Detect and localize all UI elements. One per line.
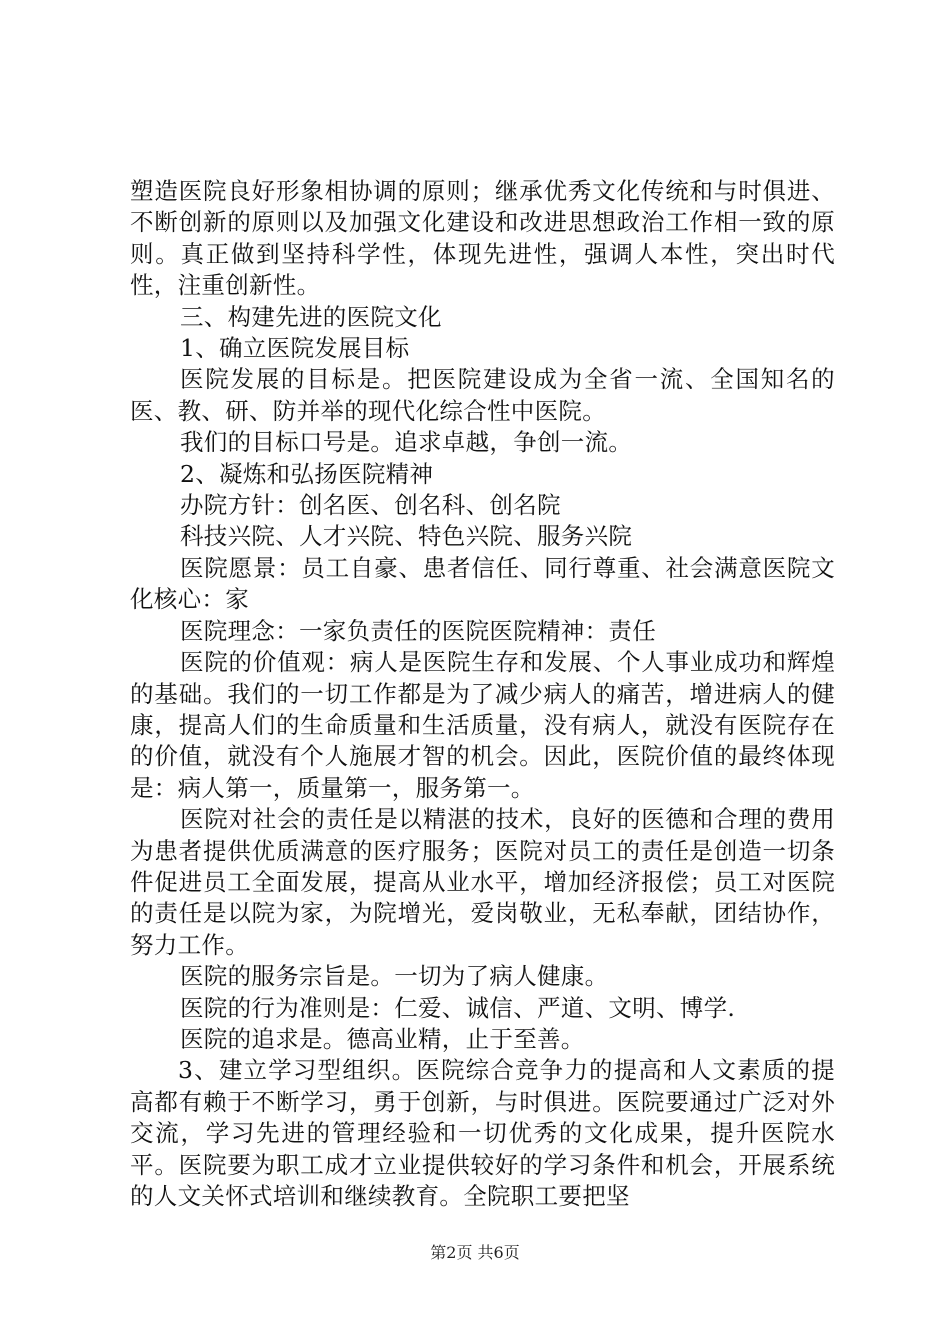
paragraph-philosophy: 医院理念：一家负责任的医院医院精神：责任 <box>180 616 656 645</box>
paragraph-vision: 医院愿景：员工自豪、患者信任、同行尊重、社会满意医院文化核心：家 <box>130 553 835 614</box>
paragraph-code-of-conduct: 医院的行为准则是：仁爱、诚信、严道、文明、博学. <box>180 993 736 1022</box>
paragraph-values: 医院的价值观：病人是医院生存和发展、个人事业成功和辉煌的基础。我们的一切工作都是为了减少病人的痛苦，增进病人的健康，提高人们的生命质量和生活质量，没有病人，就没有医院存在的价值，就没有个人施展才智的机会。因此，医院价值的最终体现是：病人第一，质量第一，服务第一。 <box>130 648 835 802</box>
paragraph-strategy: 科技兴院、人才兴院、特色兴院、服务兴院 <box>180 522 633 551</box>
section-heading-3: 三、构建先进的医院文化 <box>180 302 442 331</box>
paragraph-policy: 办院方针：创名医、创名科、创名院 <box>180 491 561 520</box>
page-footer <box>0 1243 950 1263</box>
paragraph-continuation: 塑造医院良好形象相协调的原则；继承优秀文化传统和与时俱进、不断创新的原则以及加强文化建设和改进思想政治工作相一致的原则。真正做到坚持科学性，体现先进性，强调人本性，突出时代性，注重创新性。 <box>130 177 835 300</box>
paragraph-learning-organization: 3、建立学习型组织。医院综合竞争力的提高和人文素质的提高都有赖于不断学习，勇于创新，与时俱进。医院要通过广泛对外交流，学习先进的管理经验和一切优秀的文化成果，提升医院水平。医院要为职工成才立业提供较好的学习条件和机会，开展系统的人文关怀式培训和继续教育。全院职工要把坚 <box>130 1056 835 1210</box>
subheading-1: 1、确立医院发展目标 <box>180 334 410 363</box>
paragraph-service-tenet: 医院的服务宗旨是。一切为了病人健康。 <box>180 962 609 991</box>
paragraph-pursuit: 医院的追求是。德高业精，止于至善。 <box>180 1024 585 1053</box>
paragraph-goal: 医院发展的目标是。把医院建设成为全省一流、全国知名的医、教、研、防并举的现代化综合性中医院。 <box>130 365 835 425</box>
paragraph-responsibility: 医院对社会的责任是以精湛的技术，良好的医德和合理的费用为患者提供优质满意的医疗服务；医院对员工的责任是创造一切条件促进员工全面发展，提高从业水平，增加经济报偿；员工对医院的责任是以院为家，为院增光，爱岗敬业，无私奉献，团结协作，努力工作。 <box>130 805 835 959</box>
document-body <box>130 176 835 1212</box>
subheading-2: 2、凝炼和弘扬医院精神 <box>180 459 434 488</box>
paragraph-slogan: 我们的目标口号是。追求卓越，争创一流。 <box>180 428 633 457</box>
page-number-label: 第2页 共6页 <box>430 1243 520 1262</box>
